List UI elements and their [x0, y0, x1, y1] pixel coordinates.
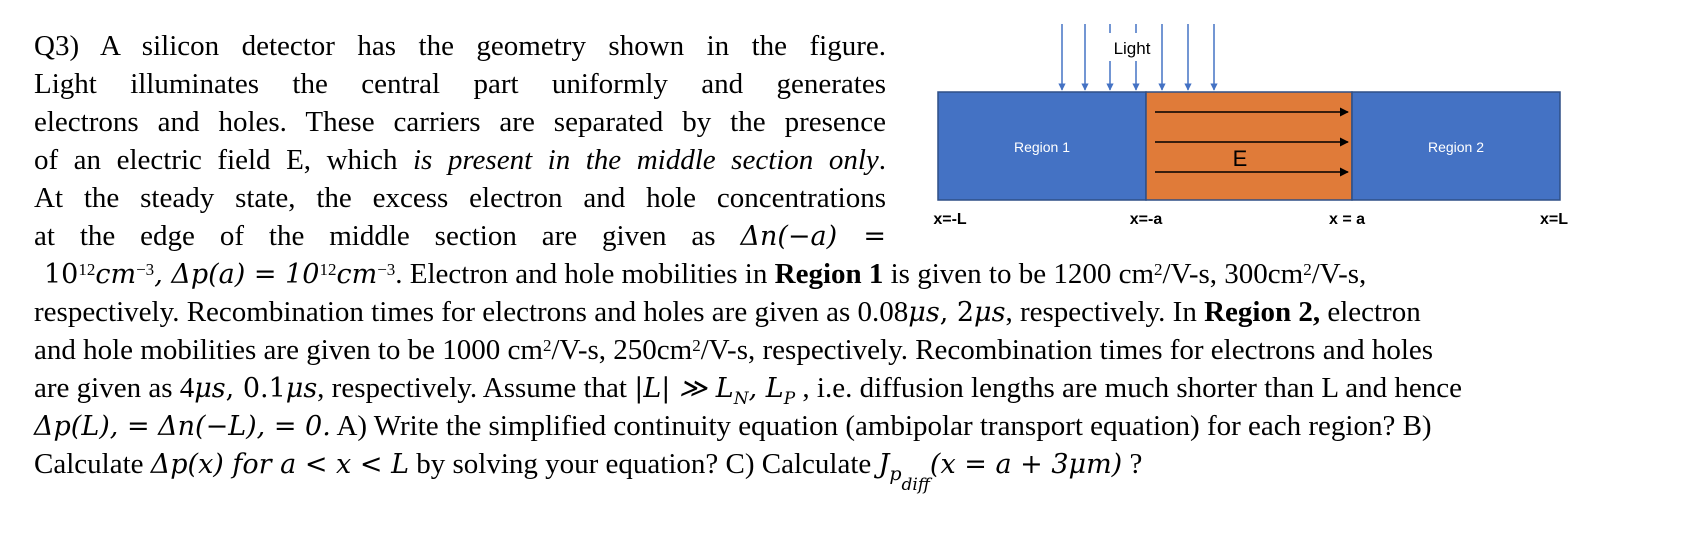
text-l7m: /V-s, 300cm [1162, 258, 1304, 290]
math-sub-diff: diff [901, 474, 930, 495]
math-cm-a: cm [95, 259, 137, 290]
math-comma-2: , 2 [939, 297, 975, 328]
math-exp-12-b: 12 [319, 260, 337, 279]
text-l4a: of an electric field E, which [34, 144, 398, 176]
text-line-3 [34, 103, 886, 141]
region2-label: Region 2 [1427, 139, 1485, 155]
math-dp-x: Δp(x) for a < x < L [150, 449, 409, 480]
text-l7k: is given to be 1200 cm [890, 258, 1155, 290]
text-l5: At the steady state, the excess electron and hole concentrations [34, 182, 886, 214]
text-l7o: /V-s, [1311, 258, 1367, 290]
text-l3: electrons and holes. These carriers are separated by the presence [34, 106, 886, 138]
x-label-a: x = a [1328, 211, 1366, 228]
math-10-a: 10 [44, 259, 79, 290]
text-l11b: A) Write the simplified continuity equation (ambipolar transport equation) for each region? B) [336, 410, 1432, 442]
region1-label: Region 1 [1013, 139, 1071, 155]
math-dn-minus-a: Δn(−a) = [740, 221, 887, 252]
math-mus-d: μs [285, 373, 318, 404]
region1-bold: Region 1 [774, 258, 884, 290]
math-sub-p: p [889, 462, 902, 485]
text-l8e: , respectively. In [1005, 296, 1197, 328]
text-l8g: electron [1327, 296, 1421, 328]
math-comma-01: , 0.1 [225, 373, 286, 404]
light-label: Light [1113, 39, 1151, 58]
math-mus-c: μs [194, 373, 226, 404]
text-l12h: ? [1129, 448, 1143, 480]
text-l4b: is present in the middle section only [412, 144, 879, 176]
math-L-gg-LN: |L| ≫ L [634, 373, 734, 404]
math-boundary: Δp(L), = Δn(−L), = 0. [34, 411, 331, 442]
text-line-2 [34, 65, 886, 103]
math-x-eq: (x = a + 3μm) [929, 449, 1123, 480]
text-line-1 [34, 27, 886, 65]
region2-bold: Region 2, [1204, 296, 1321, 328]
math-dp-a: , Δp(a) = 10 [154, 259, 320, 290]
math-mus-b: μs [974, 297, 1006, 328]
text-line-9 [34, 331, 1433, 369]
detector-figure [900, 0, 1580, 240]
x-label-minus-L: x=-L [933, 211, 967, 228]
text-line-6 [34, 217, 886, 256]
text-l10j: , i.e. diffusion lengths are much shorter than L and hence [802, 372, 1462, 404]
text-l9c: /V-s, 250cm [551, 334, 693, 366]
middle-region [1146, 92, 1352, 200]
text-l12a: Calculate [34, 448, 144, 480]
text-l2: Light illuminates the central part uniformly and generates [34, 68, 886, 100]
text-l1: A silicon detector has the geometry shown in the figure. [99, 30, 886, 62]
text-line-11 [34, 407, 1432, 446]
math-J: J [878, 449, 890, 480]
math-exp-12-a: 12 [78, 260, 96, 279]
sup-2-c: 2 [543, 336, 552, 355]
math-mus-a: μs [908, 297, 940, 328]
text-l8a: respectively. Recombination times for electrons and holes are given as 0.08 [34, 296, 909, 328]
math-exp-m3-b: −3 [377, 260, 396, 279]
text-l12c: by solving your equation? C) Calculate [416, 448, 872, 480]
text-line-5 [34, 179, 886, 217]
text-line-4 [34, 141, 886, 179]
text-l9a: and hole mobilities are given to be 1000 cm [34, 334, 543, 366]
text-l7i: . Electron and hole mobilities in [395, 258, 768, 290]
field-label: E [1232, 146, 1248, 171]
sup-2-a: 2 [1154, 260, 1163, 279]
math-comma-LP: , L [748, 373, 784, 404]
math-exp-m3-a: −3 [136, 260, 155, 279]
math-sub-N: N [733, 388, 749, 409]
question-number: Q3) [34, 30, 80, 62]
text-line-7 [44, 255, 1624, 294]
x-label-L: x=L [1539, 211, 1569, 228]
math-sub-P: P [783, 388, 796, 409]
math-cm-b: cm [336, 259, 378, 290]
text-l10a: are given as 4 [34, 372, 195, 404]
x-label-minus-a: x=-a [1129, 211, 1163, 228]
text-line-12 [34, 445, 1142, 494]
sup-2-b: 2 [1303, 260, 1312, 279]
text-l9e: /V-s, respectively. Recombination times for electrons and holes [700, 334, 1434, 366]
text-l10e: , respectively. Assume that [317, 372, 627, 404]
text-line-8 [34, 293, 1421, 332]
text-l4c: . [878, 144, 887, 176]
text-l6a: at the edge of the middle section are given as [34, 220, 716, 252]
sup-2-d: 2 [692, 336, 701, 355]
